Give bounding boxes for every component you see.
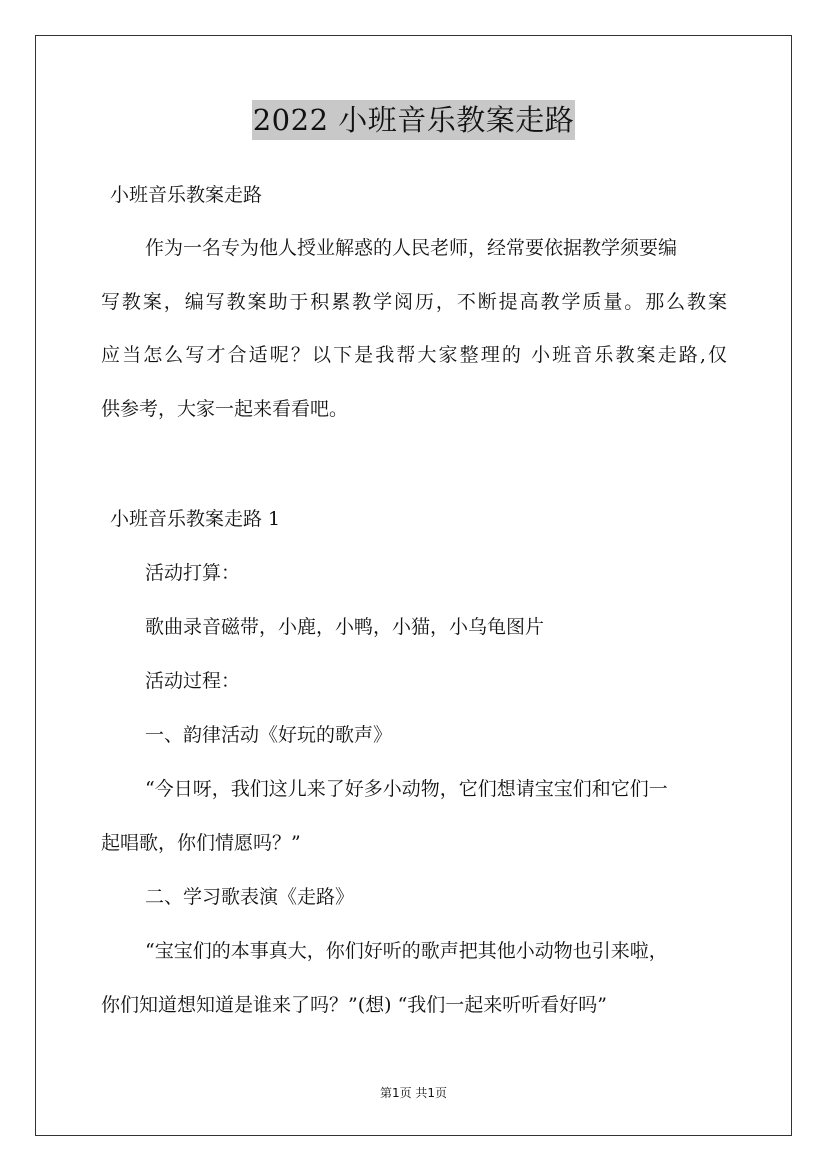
intro-line-2: 写教案，编写教案助于积累教学阅历，不断提高教学质量。那么教案	[101, 291, 727, 313]
body-line-quote-2b: 你们知道想知道是谁来了吗？”(想) “我们一起来听听看好吗”	[101, 994, 608, 1016]
body-line-materials: 歌曲录音磁带，小鹿，小鸭，小猫，小乌龟图片	[145, 616, 545, 638]
body-line-prep-label: 活动打算：	[145, 562, 241, 584]
document-title: 2022 小班音乐教案走路	[252, 100, 576, 140]
body-line-quote-2a: “宝宝们的本事真大，你们好听的歌声把其他小动物也引来啦，	[145, 940, 668, 962]
body-line-process-label: 活动过程：	[145, 670, 241, 692]
body-line-quote-1b: 起唱歌，你们情愿吗？”	[101, 832, 301, 854]
document-subtitle: 小班音乐教案走路	[110, 184, 263, 206]
intro-line-4: 供参考，大家一起来看看吧。	[101, 398, 349, 420]
body-line-step-one: 一、韵律活动《好玩的歌声》	[145, 724, 393, 746]
body-line-step-two: 二、学习歌表演《走路》	[145, 886, 355, 908]
section-heading: 小班音乐教案走路 1	[110, 508, 281, 530]
page-number-footer: 第1页 共1页	[379, 1086, 448, 1100]
body-line-quote-1a: “今日呀，我们这儿来了好多小动物，它们想请宝宝们和它们一	[145, 778, 668, 800]
intro-line-3: 应当怎么写才合适呢？以下是我帮大家整理的 小班音乐教案走路,仅	[101, 344, 727, 366]
title-container	[0, 100, 827, 140]
intro-line-1: 作为一名专为他人授业解惑的人民老师，经常要依据教学须要编	[145, 237, 678, 259]
